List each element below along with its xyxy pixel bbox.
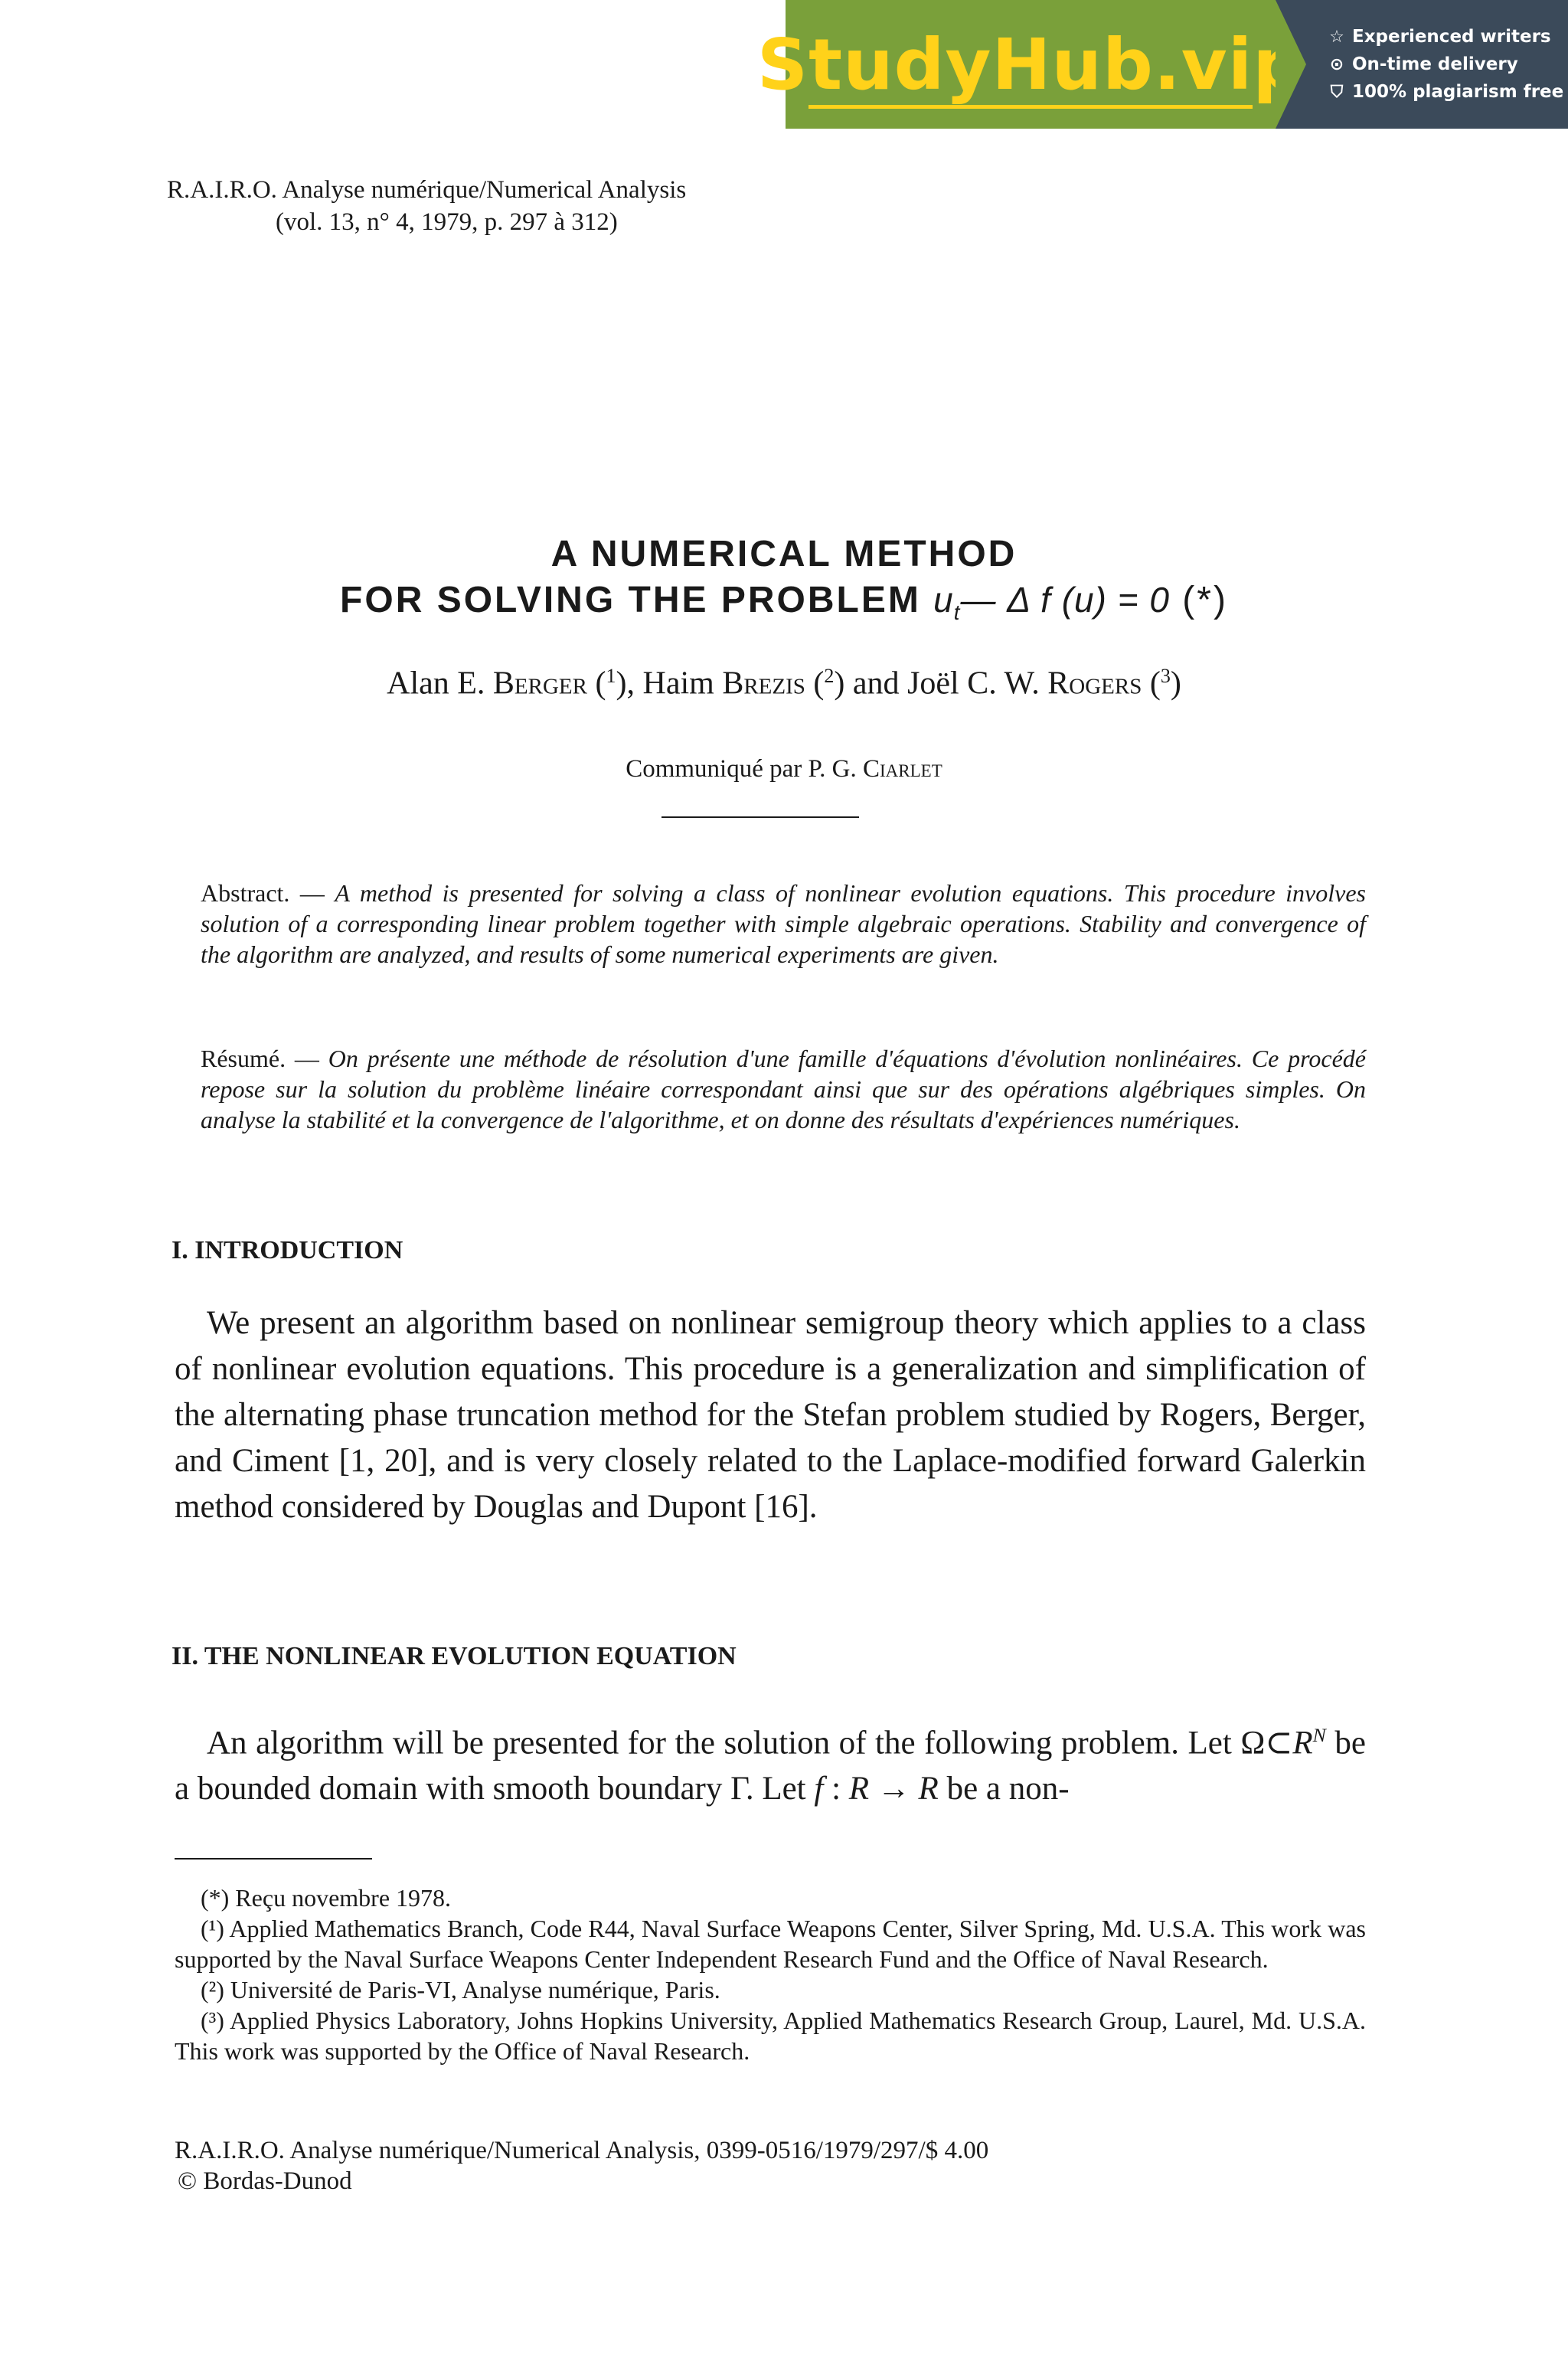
formula-u: u (933, 580, 954, 620)
author-1-last: Berger (492, 666, 587, 702)
s2-R: R (1292, 1725, 1313, 1761)
footer-journal-line: R.A.I.R.O. Analyse numérique/Numerical Analysis, 0399-0516/1979/297/$ 4.00 (175, 2137, 989, 2164)
s2-text-c: : (823, 1771, 849, 1807)
communique-prefix: Communiqué par P. G. (626, 755, 864, 783)
section-2-heading: II. THE NONLINEAR EVOLUTION EQUATION (172, 1642, 737, 1670)
title-footnote-marker: (*) (1169, 580, 1228, 620)
author-and: and (844, 666, 908, 702)
s2-f: f (814, 1771, 824, 1807)
paper-title-line1: A NUMERICAL METHOD (550, 534, 1018, 574)
formula-rest: — Δ f (u) = 0 (960, 580, 1170, 620)
feature-experienced-writers (1328, 27, 1568, 47)
author-2-note: 2 (824, 665, 835, 687)
author-sep: , (626, 666, 643, 702)
author-3-first: Joël C. W. (907, 666, 1048, 702)
studyhub-logo-text: StudyHub.vip (756, 23, 1305, 106)
communique-line (0, 755, 1568, 783)
feature-label: 100% plagiarism free (1352, 82, 1564, 102)
author-2-first: Haim (642, 666, 723, 702)
abstract-text: A method is presented for solving a class of nonlinear evolution equations. This procedure involves solution of a corresponding linear problem together with simple algebraic operations. Stability and convergence of the algorithm are analyzed, and results of some numerical experiments are given. (201, 879, 1367, 968)
footnote-1: (¹) Applied Mathematics Branch, Code R44, Naval Surface Weapons Center, Silver Spring, Md. U.S.A. This work was supported by the Naval Surface Weapons Center Independent Research Fund and the Office of Naval Research. (175, 1915, 1366, 1973)
footnote-received: (*) Reçu novembre 1978. (201, 1884, 452, 1912)
author-3-note: 3 (1160, 665, 1171, 687)
s2-text-d: be a non- (938, 1771, 1070, 1807)
resume-text: On présente une méthode de résolution d'une famille d'équations d'évolution nonlinéaires. Ce procédé repose sur la solution du problème linéaire correspondant ainsi que sur des opérations algébriques simples. On analyse la stabilité et la convergence de l'algorithme, et on donne des résultats d'expériences numériques. (201, 1045, 1367, 1133)
feature-on-time-delivery (1328, 54, 1568, 74)
banner-arrow (1276, 0, 1306, 129)
abstract-label: Abstract. — (201, 879, 335, 907)
author-3-last: Rogers (1047, 666, 1142, 702)
shield-icon: ⛉ (1330, 82, 1344, 102)
s2-text-a: An algorithm will be presented for the solution of the following problem. Let Ω⊂ (207, 1725, 1293, 1761)
footnote-3: (³) Applied Physics Laboratory, Johns Hopkins University, Applied Mathematics Research Group, Laurel, Md. U.S.A. This work was supported by the Office of Naval Research. (175, 2007, 1366, 2065)
author-1-note: 1 (606, 665, 616, 687)
section-1-body (175, 1300, 1366, 1530)
s2-map: R → R (848, 1771, 939, 1807)
formula-subscript-t: t (953, 600, 961, 625)
title-text: FOR SOLVING THE PROBLEM (340, 580, 934, 620)
clock-icon: ⊙ (1329, 54, 1344, 74)
journal-header-line2: (vol. 13, n° 4, 1979, p. 297 à 312) (276, 208, 618, 236)
footnotes (175, 1882, 1366, 2066)
paper-title-line2 (0, 579, 1568, 625)
author-1-first: Alan E. (387, 666, 493, 702)
title-formula (933, 580, 1170, 625)
section-1-heading: I. INTRODUCTION (172, 1236, 403, 1264)
author-list: Alan E. Berger ($^1$), Haim Brezis ($^2$) and Joël C. W. Rogers ($^3$) (387, 665, 1181, 702)
title-divider (662, 816, 859, 818)
resume (201, 1043, 1366, 1135)
section-2-paragraph (175, 1712, 1366, 1812)
s2-N: N (1312, 1724, 1326, 1746)
feature-plagiarism-free (1328, 82, 1568, 102)
footnote-divider (175, 1858, 372, 1860)
banner-features (1276, 0, 1568, 129)
author-2-last: Brezis (722, 666, 805, 702)
journal-header-line1: R.A.I.R.O. Analyse numérique/Numerical Analysis (167, 176, 687, 204)
feature-label: On-time delivery (1352, 54, 1518, 74)
studyhub-logo[interactable] (756, 0, 1305, 129)
communique-name: Ciarlet (863, 755, 942, 783)
footer-copyright: © Bordas-Dunod (178, 2167, 352, 2195)
studyhub-banner[interactable] (756, 0, 1568, 129)
footnote-2: (²) Université de Paris-VI, Analyse numérique, Paris. (201, 1976, 720, 2003)
section-2-body (175, 1712, 1366, 1812)
s2-text-b: be a bounded domain with smooth boundary Γ. Let (175, 1725, 1367, 1807)
star-icon: ☆ (1329, 27, 1344, 47)
resume-label: Résumé. — (201, 1045, 328, 1072)
abstract (201, 878, 1366, 970)
section-1-paragraph: We present an algorithm based on nonlinear semigroup theory which applies to a class of nonlinear evolution equations. This procedure is a generalization and simplification of the alternating phase truncation method for the Stefan problem studied by Rogers, Berger, and Ciment [1, 20], and is very closely related to the Laplace-modified forward Galerkin method considered by Douglas and Dupont [16]. (175, 1305, 1366, 1525)
logo-underline (808, 105, 1253, 109)
feature-label: Experienced writers (1352, 27, 1551, 47)
